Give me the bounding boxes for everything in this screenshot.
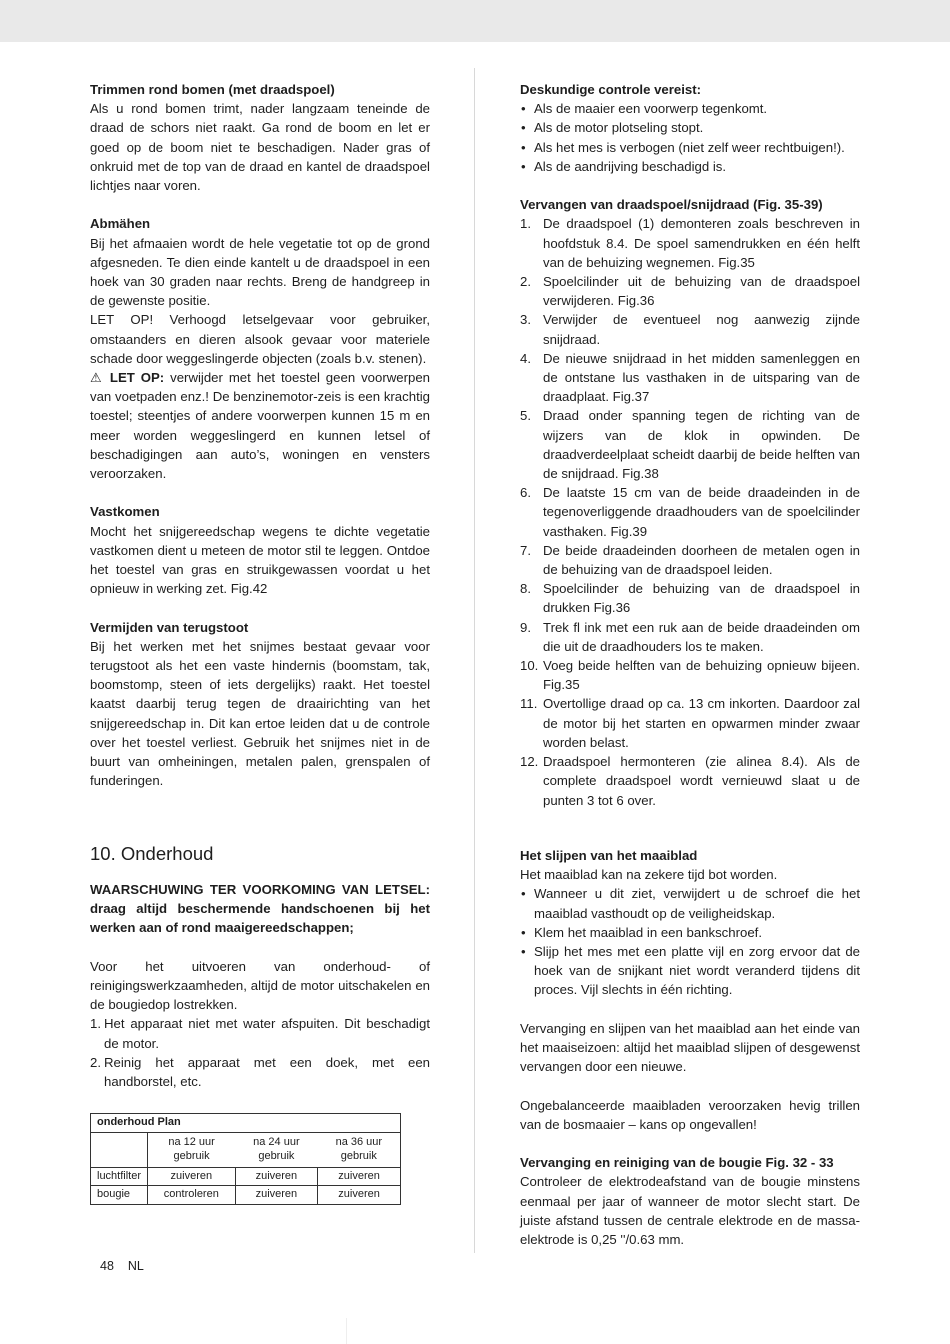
left-column-bottom <box>90 842 430 1205</box>
list-item: 9. Trek fl ink met een ruk aan de beide draadeinden om die uit de draadhouders los te maken. <box>520 619 860 654</box>
warning-heading: WAARSCHUWING TER VOORKOMING VAN LETSEL: draag altijd beschermende handschoenen bij het werken aan of rond maaigereedschappen; <box>90 882 430 936</box>
table-caption: onderhoud Plan <box>91 1114 401 1133</box>
page-footer <box>100 1257 158 1276</box>
language-code: NL <box>127 1259 144 1273</box>
section-title-slijpen: Het slijpen van het maaiblad <box>520 848 698 863</box>
ongebalanceerd-text: Ongebalanceerde maaibladen veroorzaken hevig trillen van de bosmaaier – kans op ongevallen! <box>520 1097 860 1132</box>
list-item: 1. De draadspoel (1) demonteren zoals beschreven in hoofdstuk 8.4. De spoel samendrukken en één helft van de behuizing wegnemen. Fig.35 <box>520 216 860 270</box>
table-header: na 24 uur gebruik <box>253 1136 300 1162</box>
onderhoud-intro: Voor het uitvoeren van onderhoud- of reinigingswerkzaamheden, altijd de motor uitschakelen en de bougiedop lostrekken. <box>90 958 430 1013</box>
list-item: • Klem het maaiblad in een bankschroef. <box>520 923 860 942</box>
table-row <box>91 1186 401 1205</box>
warning-text: verwijder met het toestel geen voorwerpen van voetpaden enz.! De benzinemotor-zeis is een krachtig toestel; steentjes of andere voorwerpen kunnen 15 m en meer worden weggeslingerd en kunnen letsel of beschadigingen aan auto’s, woningen en vensters veroorzaken. <box>90 370 430 482</box>
controle-list <box>520 99 860 176</box>
left-column-top <box>90 80 430 790</box>
list-item: • Slijp het mes met een platte vijl en zorg ervoor dat de hoek van de snijkant niet wordt veranderd tijdens dit proces. Vijl slechts in één richting. <box>520 942 860 1000</box>
list-item: 1. Het apparaat niet met water afspuiten. Dit beschadigt de motor. <box>90 1016 430 1051</box>
list-item: 10. Voeg beide helften van de behuizing opnieuw bijeen. Fig.35 <box>520 658 860 693</box>
table-cell: zuiveren <box>235 1167 318 1186</box>
section-text-vastkomen: Mocht het snijgereedschap wegens te dichte vegetatie vastkomen dient u meteen de motor stil te leggen. Ontdoe het toestel van gras en struikgewassen voordat u het opnieuw in werking zet. Fig.42 <box>90 523 430 597</box>
list-item: • Als de motor plotseling stopt. <box>520 118 860 137</box>
list-item: 4. De nieuwe snijdraad in het midden samenleggen en de ontstane lus vasthaken in de uitsparing van de draadplaat. Fig.37 <box>520 350 860 405</box>
page-number: 48 <box>100 1259 114 1273</box>
list-item: 12. Draadspoel hermonteren (zie alinea 8.4). Als de complete draadspoel wordt vernieuwd slaat u de punten 3 tot 6 over. <box>520 754 860 808</box>
list-item: 5. Draad onder spanning tegen de richting van de wijzers van de klok in opwinden. De draadverdeelplaat scheidt daarbij de beide helften van de snijdraad. Fig.38 <box>520 408 860 482</box>
table-row-label: bougie <box>91 1186 148 1205</box>
section-text-abmahen: Bij het afmaaien wordt de hele vegetatie tot op de grond afgesneden. Te dien einde kantelt u de draadspoel in een hoek van 30 graden naar rechts. Breng de handgreep in de gewenste positie. <box>90 235 430 309</box>
column-divider <box>474 68 475 1253</box>
table-cell: controleren <box>148 1186 236 1205</box>
table-header-empty <box>91 1132 148 1167</box>
bougie-text: Controleer de elektrodeafstand van de bougie minstens eenmaal per jaar of wanneer de motor slecht start. De juiste afstand tussen de centrale elektrode en de massa-elektrode is 0,25 ''/0.63 mm. <box>520 1174 860 1248</box>
draadspoel-steps <box>520 214 860 809</box>
list-item: • Als het mes is verbogen (niet zelf weer rechtbuigen!). <box>520 138 860 157</box>
list-item: 8. Spoelcilinder de behuizing van de draadspoel in drukken Fig.36 <box>520 581 860 616</box>
section-title-draadspoel: Vervangen van draadspoel/snijdraad (Fig. 35-39) <box>520 197 823 213</box>
warning-paragraph <box>90 368 430 483</box>
warning-label: LET OP: <box>109 370 165 386</box>
section-text-terugstoot: Bij het werken met het snijmes bestaat gevaar voor terugstoot als het een vaste hindernis (boomstam, tak, boomstomp, steen of iets dergelijks) raakt. Het toestel kaatst daarbij terug tegen de draairichting van het snijgereedschap in. Dit kan ertoe leiden dat u de controle over het toestel verliest. Gebruik het snijmes niet in de buurt van omheiningen, metalen palen, grenspalen of funderingen. <box>90 638 430 789</box>
maaiblad-vervanging-text: Vervanging en slijpen van het maaiblad aan het einde van het maaiseizoen: altijd het maaiblad slijpen of desgewenst vervangen door een nieuwe. <box>520 1020 860 1075</box>
table-header: na 36 uur gebruik <box>335 1136 383 1162</box>
section-title-bougie: Vervanging en reiniging van de bougie Fig. 32 - 33 <box>520 1155 834 1171</box>
table-cell: zuiveren <box>318 1167 401 1186</box>
warning-triangle-icon: ⚠ <box>90 370 104 386</box>
list-item: • Als de maaier een voorwerp tegenkomt. <box>520 99 860 118</box>
section-title-vastkomen: Vastkomen <box>90 504 160 520</box>
list-item: • Wanneer u dit ziet, verwijdert u de schroef die het maaiblad vasthoudt op de veiligheidskap. <box>520 884 860 922</box>
right-column-bottom <box>520 846 860 1249</box>
table-header: na 12 uur gebruik <box>168 1136 215 1162</box>
top-bar <box>0 0 950 42</box>
table-cell: zuiveren <box>318 1186 401 1205</box>
table-cell: zuiveren <box>148 1167 236 1186</box>
section-title-trimmen: Trimmen rond bomen (met draadspoel) <box>90 82 335 97</box>
slijpen-list <box>520 884 860 999</box>
bottom-divider <box>346 1318 347 1344</box>
maintenance-table <box>90 1113 401 1205</box>
list-item: • Als de aandrijving beschadigd is. <box>520 157 860 176</box>
table-row <box>91 1167 401 1186</box>
list-item: 2. Reinig het apparaat met een doek, met een handborstel, etc. <box>90 1054 430 1090</box>
list-item: 3. Verwijder de eventueel nog aanwezig zijnde snijdraad. <box>520 312 860 347</box>
section-title-terugstoot: Vermijden van terugstoot <box>90 619 249 635</box>
list-item: 11. Overtollige draad op ca. 13 cm inkorten. Daardoor zal de motor bij het starten en opwarmen minder zwaar worden belast. <box>520 696 860 750</box>
section-text-trimmen: Als u rond bomen trimt, nader langzaam teneinde de draad de schors niet raakt. Ga rond de boom en let er goed op de boom niet te beschadigen. Nader gras of onkruid met de top van de draad en kantel de draadspoel lichtjes naar voren. <box>90 101 430 194</box>
list-item: 6. De laatste 15 cm van de beide draadeinden in de tegenoverliggende draadhouders van de spoelcilinder vasthaken. Fig.39 <box>520 485 860 539</box>
slijpen-intro: Het maaiblad kan na zekere tijd bot worden. <box>520 867 778 883</box>
table-cell: zuiveren <box>235 1186 318 1205</box>
right-column-top <box>520 80 860 810</box>
section-text-let-op: LET OP! Verhoogd letselgevaar voor gebruiker, omstaanders en dieren alsook gevaar voor materiele schade door weggeslingerde objecten (zoals b.v. stenen). <box>90 312 430 366</box>
list-item: 7. De beide draadeinden doorheen de metalen ogen in de behuizing van de draadspoel leiden. <box>520 542 860 578</box>
section-title-controle: Deskundige controle vereist: <box>520 82 702 97</box>
onderhoud-list <box>90 1014 430 1091</box>
list-item: 2. Spoelcilinder uit de behuizing van de draadspoel verwijderen. Fig.36 <box>520 274 860 309</box>
section-title-abmahen: Abmähen <box>90 216 151 232</box>
page-title: 10. Onderhoud <box>90 843 214 864</box>
table-row-label: luchtfilter <box>91 1167 148 1186</box>
